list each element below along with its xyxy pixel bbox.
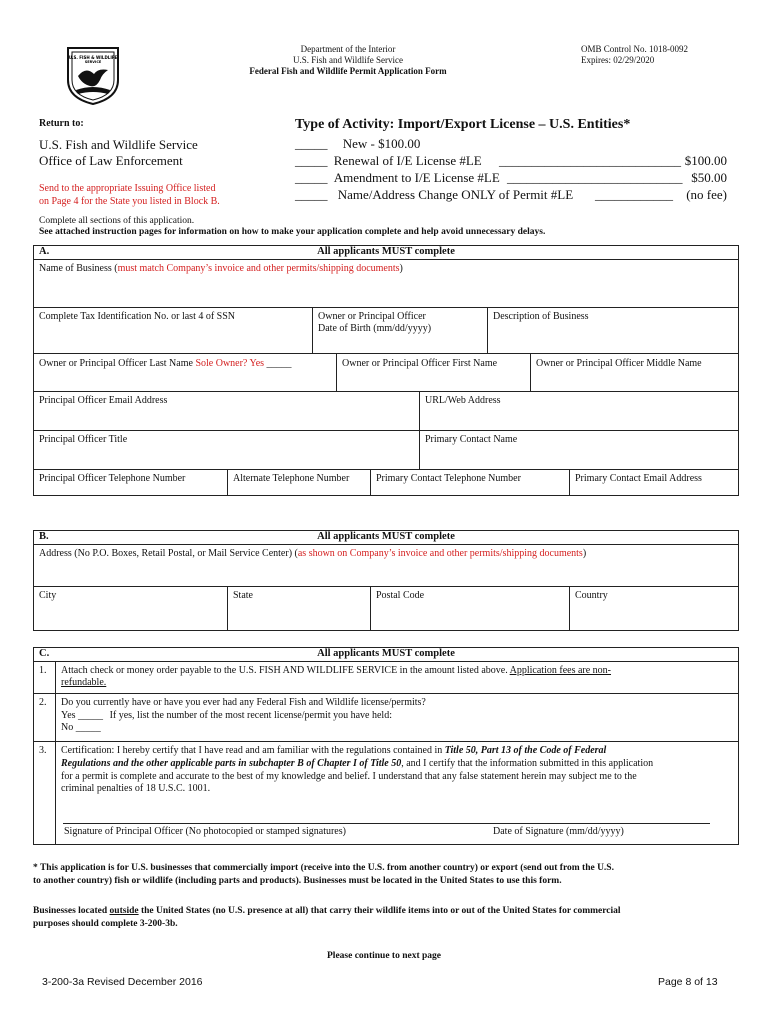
- field-label: Primary Contact Email Address: [575, 473, 702, 484]
- non-refundable-note: Application fees are non-: [509, 665, 612, 676]
- option-fee: (no fee): [686, 187, 727, 202]
- option-blank[interactable]: _____: [295, 153, 328, 168]
- section-title: All applicants MUST complete: [317, 531, 455, 542]
- option-label: Amendment to I/E License #LE: [333, 170, 500, 185]
- item-1-fee-instruction: [56, 662, 738, 694]
- svg-text:U.S. FISH & WILDLIFE: U.S. FISH & WILDLIFE: [68, 55, 118, 60]
- state-field[interactable]: [228, 587, 371, 630]
- field-label: Owner or Principal Officer First Name: [342, 358, 498, 369]
- field-label: City: [39, 590, 57, 601]
- instructions: [39, 216, 545, 238]
- item-3-number: [34, 742, 56, 844]
- primary-contact-field[interactable]: [420, 431, 738, 470]
- item-number: 1.: [39, 665, 47, 676]
- field-note: must match Company’s invoice and other permits/shipping documents: [117, 263, 400, 274]
- issuing-office-instruction: [39, 182, 220, 208]
- field-label: Name of Business (: [39, 263, 118, 274]
- certification-text: [61, 745, 733, 796]
- note-line: * This application is for U.S. businesses that commercially import (receive into the U.S. from another country) or export (send out from the U.S.: [33, 863, 614, 873]
- cert-text: , and I certify that the information submitted in this application: [401, 757, 654, 769]
- option-label: Name/Address Change ONLY of Permit #LE: [337, 187, 574, 202]
- alt-phone-field[interactable]: [228, 470, 371, 495]
- field-label: Principal Officer Title: [39, 434, 128, 445]
- field-label: Alternate Telephone Number: [233, 473, 350, 484]
- option-fee: $50.00: [691, 170, 727, 185]
- option-renewal[interactable]: [295, 152, 727, 169]
- section-c: [33, 647, 739, 845]
- option-label: New - $100.00: [342, 136, 421, 151]
- business-name-field[interactable]: [34, 260, 738, 308]
- last-name-field[interactable]: [34, 354, 337, 392]
- activity-options: [295, 135, 727, 203]
- field-label: Country: [575, 590, 608, 601]
- instructions-line1: Complete all sections of this application.: [39, 216, 195, 226]
- officer-title-field[interactable]: [34, 431, 420, 470]
- field-label-close: ): [399, 263, 403, 274]
- field-label: Description of Business: [493, 311, 589, 322]
- field-label-close: ): [582, 548, 587, 559]
- section-letter: C.: [39, 648, 50, 659]
- option-blank[interactable]: _____: [295, 170, 328, 185]
- permit-number-line[interactable]: ____________: [595, 187, 673, 202]
- note-text: the United States (no U.S. presence at all) that carry their wildlife items into or out of the United States for commercial: [138, 906, 621, 916]
- contact-email-field[interactable]: [570, 470, 738, 495]
- instructions-line2: See attached instruction pages for information on how to make your application complete and help avoid unnecessary delays.: [39, 227, 546, 237]
- return-to-label: Return to:: [39, 118, 84, 129]
- field-label: Date of Birth (mm/dd/yyyy): [318, 323, 432, 334]
- continue-note: Please continue to next page: [327, 951, 441, 961]
- field-label: Owner or Principal Officer: [318, 311, 426, 322]
- city-field[interactable]: [34, 587, 228, 630]
- officer-email-field[interactable]: [34, 392, 420, 431]
- form-number: 3-200-3a Revised December 2016: [42, 976, 203, 988]
- section-title: All applicants MUST complete: [317, 246, 455, 257]
- officer-phone-field[interactable]: [34, 470, 228, 495]
- section-a-header: [34, 246, 738, 260]
- section-letter: B.: [39, 531, 49, 542]
- return-line2: Office of Law Enforcement: [39, 153, 183, 168]
- url-field[interactable]: [420, 392, 738, 431]
- contact-phone-field[interactable]: [371, 470, 570, 495]
- field-label: Primary Contact Name: [425, 434, 518, 445]
- option-label: Renewal of I/E License #LE: [333, 153, 482, 168]
- note-line: to another country) fish or wildlife (including parts and products). Businesses must be located in the United States to use this form.: [33, 876, 562, 886]
- field-label: State: [233, 590, 253, 601]
- country-field[interactable]: [570, 587, 738, 630]
- item-number: 3.: [39, 745, 47, 756]
- license-number-line[interactable]: ___________________________: [507, 170, 683, 185]
- section-a: [33, 245, 739, 496]
- omb-control: OMB Control No. 1018-0092: [581, 44, 689, 54]
- activity-title: Type of Activity: Import/Export License – U.S. Entities*: [295, 117, 631, 132]
- first-name-field[interactable]: [337, 354, 531, 392]
- agency-line1: Department of the Interior: [300, 44, 396, 54]
- return-address: [39, 137, 198, 169]
- note-line: purposes should complete 3-200-3b.: [33, 919, 178, 929]
- cert-text: for a permit is complete and accurate to the best of my knowledge and belief. I understand that any false statement herein may subject me to the: [61, 770, 637, 782]
- option-blank[interactable]: _____: [295, 136, 328, 151]
- section-b: [33, 530, 739, 631]
- no-blank[interactable]: No _____: [61, 722, 101, 733]
- option-name-change[interactable]: [295, 186, 727, 203]
- cert-text: criminal penalties of 18 U.S.C. 1001.: [61, 783, 211, 795]
- description-field[interactable]: [488, 308, 738, 354]
- note-us-businesses: [33, 862, 743, 888]
- middle-name-field[interactable]: [531, 354, 738, 392]
- postal-code-field[interactable]: [371, 587, 570, 630]
- tax-id-field[interactable]: [34, 308, 313, 354]
- field-label: URL/Web Address: [425, 395, 501, 406]
- item-2-prior-permits: [56, 694, 738, 742]
- cert-citation: Regulations and the other applicable parts in subchapter B of Chapter I of Title 50: [61, 757, 402, 769]
- option-amendment[interactable]: [295, 169, 727, 186]
- field-label: Principal Officer Email Address: [39, 395, 168, 406]
- fws-seal-icon: [64, 44, 122, 106]
- item-1-number: [34, 662, 56, 694]
- option-blank[interactable]: _____: [295, 187, 328, 202]
- section-letter: A.: [39, 246, 50, 257]
- section-b-header: [34, 531, 738, 545]
- signature-label: Signature of Principal Officer (No photocopied or stamped signatures): [64, 826, 346, 837]
- note-emphasis: outside: [109, 906, 139, 916]
- item-text: Attach check or money order payable to the U.S. FISH AND WILDLIFE SERVICE in the amount listed above.: [61, 665, 510, 676]
- expires: Expires: 02/29/2020: [581, 55, 655, 65]
- item-2-yes-row: [61, 710, 733, 723]
- cert-text: Certification: I hereby certify that I have read and am familiar with the regulations contained in: [61, 745, 445, 756]
- item-number: 2.: [39, 697, 47, 708]
- address-field[interactable]: [34, 545, 738, 587]
- option-new[interactable]: [295, 135, 727, 152]
- license-number-line[interactable]: ____________________________: [499, 153, 681, 168]
- field-label: Complete Tax Identification No. or last 4 of SSN: [39, 311, 236, 322]
- agency-block: [200, 44, 496, 77]
- svg-text:SERVICE: SERVICE: [84, 60, 102, 64]
- followup-text: If yes, list the number of the most recent license/permit you have held:: [109, 709, 392, 721]
- field-label: Owner or Principal Officer Last Name: [39, 358, 193, 369]
- option-fee: $100.00: [684, 153, 727, 168]
- field-label: Postal Code: [376, 590, 425, 601]
- form-title: Federal Fish and Wildlife Permit Application Form: [249, 66, 447, 76]
- date-of-signature-label: Date of Signature (mm/dd/yyyy): [493, 826, 624, 837]
- field-label: Primary Contact Telephone Number: [376, 473, 521, 484]
- cert-citation: Title 50, Part 13 of the Code of Federal: [444, 745, 607, 756]
- fws-logo: [64, 44, 122, 106]
- sole-owner-label: Sole Owner? Yes: [195, 358, 265, 369]
- item-3-certification: [56, 742, 738, 844]
- omb-block: [581, 44, 688, 66]
- dob-field[interactable]: [313, 308, 488, 354]
- yes-blank[interactable]: Yes _____: [61, 709, 104, 721]
- note-text: Businesses located: [33, 906, 110, 916]
- item-2-number: [34, 694, 56, 742]
- field-label: Address (No P.O. Boxes, Retail Postal, or Mail Service Center) (: [39, 548, 298, 559]
- instruction-line1: Send to the appropriate Issuing Office listed: [39, 183, 216, 194]
- item-question: Do you currently have or have you ever had any Federal Fish and Wildlife license/permits?: [61, 697, 426, 708]
- instruction-line2: on Page 4 for the State you listed in Block B.: [39, 196, 220, 207]
- agency-line2: U.S. Fish and Wildlife Service: [293, 55, 403, 65]
- field-label: Principal Officer Telephone Number: [39, 473, 186, 484]
- field-note: as shown on Company’s invoice and other permits/shipping documents: [297, 548, 583, 559]
- note-foreign-businesses: [33, 905, 743, 931]
- return-line1: U.S. Fish and Wildlife Service: [39, 137, 198, 152]
- signature-line[interactable]: [63, 823, 710, 824]
- section-c-header: [34, 648, 738, 662]
- non-refundable-note-end: refundable.: [61, 677, 107, 688]
- field-label: Owner or Principal Officer Middle Name: [536, 358, 702, 369]
- page-number: Page 8 of 13: [658, 976, 718, 988]
- sole-owner-blank[interactable]: _____: [266, 358, 292, 369]
- section-title: All applicants MUST complete: [317, 648, 455, 659]
